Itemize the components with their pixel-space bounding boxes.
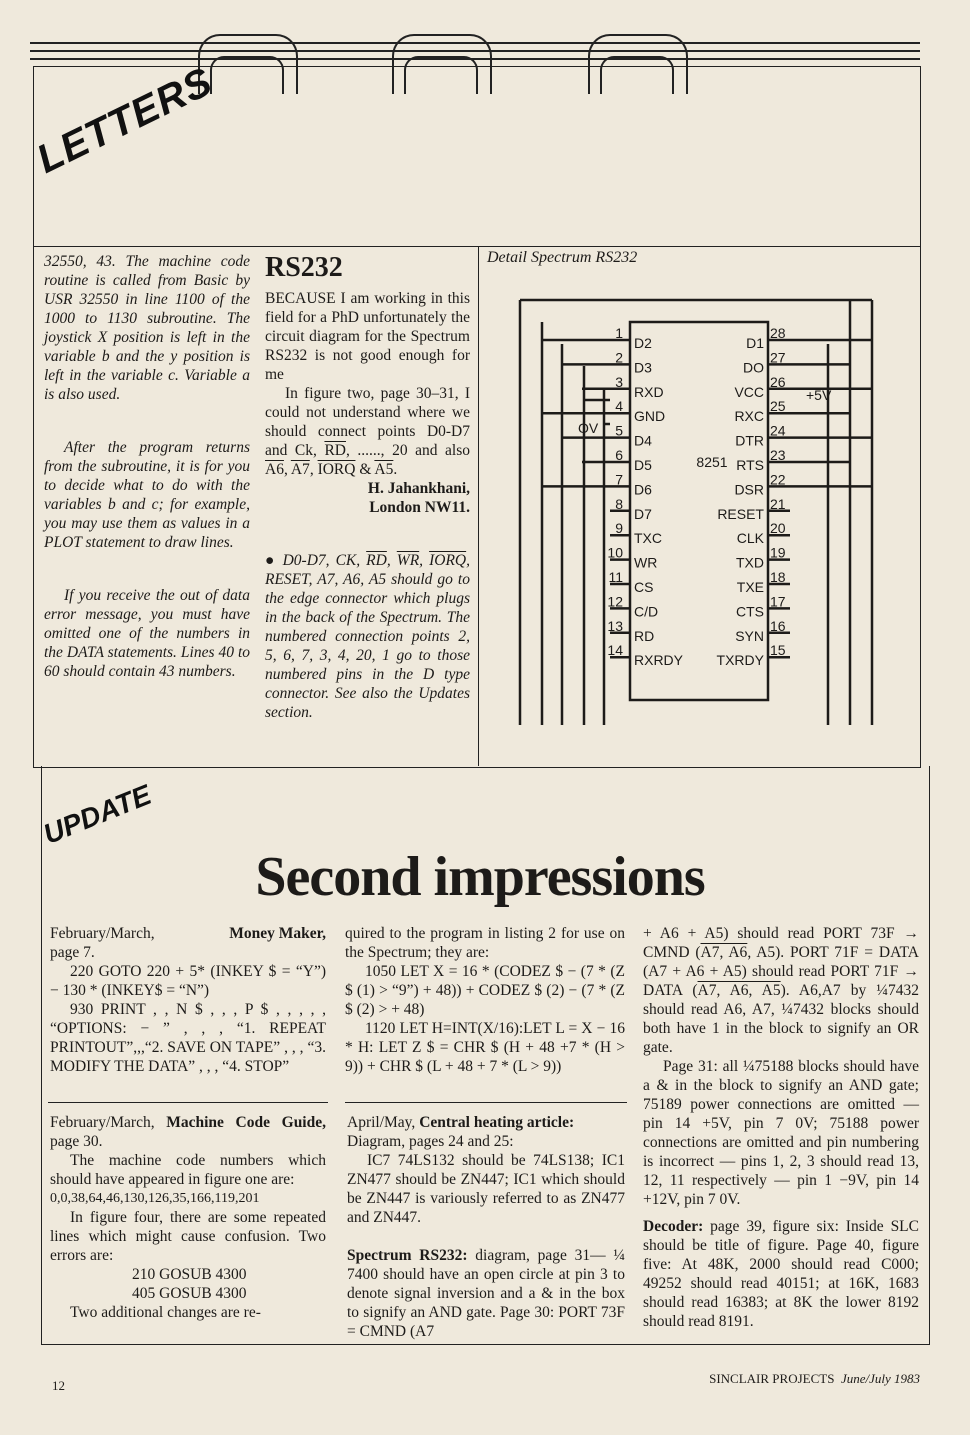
update-item-heading: February/March, Money Maker,: [50, 925, 326, 942]
update-colC: [643, 924, 919, 1331]
letter-paragraph: 32550, 43. The machine code routine is called from Basic by USR 32550 in line 1100 of the 1000 to 1130 subroutine. The joystick X position is left in the variable b and the y position is left in the variable c. Variable a is also used.: [44, 253, 250, 403]
pin-number: 8: [615, 495, 623, 512]
pin-number: 4: [615, 398, 623, 415]
pin-number: 1: [615, 325, 623, 341]
chip-pin-label: CS: [634, 579, 654, 595]
update-colA: [50, 924, 326, 1076]
editor-reply: ● D0-D7, CK, $\overline{RD}$, $\overline{WR}$, IORQ, RESET, A7, A6, A5 should go to the edge connector which plugs in the back of the Spectrum. The numbered connection points 2, 5, 6, 7, 3, 4, 20, 1 go to those numbered pins in the D type connector. See also the Updates section.: [265, 552, 471, 721]
pin-number: 10: [607, 544, 623, 561]
letters-col1: [44, 252, 250, 681]
chip-label: 8251: [696, 454, 728, 470]
chip-pin-label: D1: [746, 335, 764, 351]
chip-pin-label: RESET: [717, 505, 764, 522]
pin-number: 23: [770, 447, 786, 463]
chip-pin-label: D4: [634, 432, 652, 449]
update-colB: [345, 924, 625, 1076]
letters-logo: LETTERS: [30, 59, 220, 182]
pin-number: 7: [615, 471, 623, 488]
code-line: 1120 LET H=INT(X/16):LET L = X − 16 * H: LET Z $ = CHR $ (H + 48 +7 * (H > 9)) + CHR $ (L + 48 + 7 * (L > 9)): [345, 1020, 625, 1075]
pin-number: 18: [770, 569, 786, 585]
pin-number: 14: [607, 642, 623, 659]
chip-pin-label: D6: [634, 481, 652, 498]
chip-pin-label: CLK: [736, 530, 764, 547]
chip-pin-label: RD: [634, 627, 655, 644]
pin-number: 6: [615, 447, 623, 463]
item-divider: [48, 1102, 328, 1103]
update-paragraph: Page 31: all ¼75188 blocks should have a & in the block to signify an AND gate; 75189 power connections are omitted — pin 14 +5V, pin 7 0V; 75188 power connections are omitted and pin numbering is incorrect — pins 1, 2, 3 should read 13, 12, 11 respectively — pin 1 −9V, pin 14 +12V, pin 7 0V.: [643, 1058, 919, 1208]
pin-number: 13: [607, 617, 623, 634]
chip-pin-label: C/D: [634, 603, 659, 620]
letter-paragraph: After the program returns from the subroutine, it is for you to decide what to do with the variables b and c; for example, you may use them as values in a PLOT statement to draw lines.: [44, 439, 250, 551]
letter-author: H. Jahankhani,: [367, 480, 470, 497]
ov-label: OV: [578, 420, 599, 436]
letter-author-location: London NW11.: [369, 499, 470, 516]
update-paragraph: In figure four, there are some repeated lines which might cause confusion. Two errors are:: [50, 1209, 326, 1264]
pin-number: 21: [770, 495, 786, 512]
column-divider: [478, 246, 479, 766]
pin-number: 25: [770, 398, 786, 415]
update-box-left: [41, 766, 42, 1344]
code-line: 930 PRINT , , N $ , , , P $ , , , , , “OPTIONS: − ” , , , “1. REPEAT PRINTOUT”,,,“2. SAVE ON TAPE” , , , “3. MODIFY THE DATA” , , , “4. STOP”: [50, 1001, 326, 1075]
code-line: 210 GOSUB 4300: [132, 1266, 247, 1283]
letter-paragraph: If you receive the out of data error message, you must have omitted one of the numbers in the DATA statements. Lines 40 to 60 should contain 43 numbers.: [44, 587, 250, 680]
update-colB2: [347, 1113, 625, 1341]
update-item-heading: February/March, Machine Code Guide, page 30.: [50, 1114, 326, 1150]
update-item-heading: April/May, Central heating article:: [347, 1114, 575, 1131]
code-line: 220 GOTO 220 + 5* (INKEY $ = “Y”) − 130 * (INKEY$ = “N”): [50, 963, 326, 999]
chip-pin-label: RXC: [734, 408, 764, 425]
update-paragraph: Spectrum RS232: diagram, page 31— ¼ 7400 should have an open circle at pin 3 to denote signal inversion and a & in the box to signify an AND gate. Page 30: PORT 73F = CMND (A7: [347, 1247, 625, 1340]
chip-pin-label: TXE: [736, 579, 764, 595]
item-divider: [345, 1102, 627, 1103]
code-line: 405 GOSUB 4300: [132, 1285, 247, 1302]
pin-number: 9: [615, 520, 623, 537]
plus5-label: +5V: [806, 387, 832, 403]
update-paragraph: Two additional changes are re-: [70, 1304, 261, 1321]
pin-number: 15: [770, 642, 786, 659]
update-paragraph: Diagram, pages 24 and 25:: [347, 1133, 514, 1150]
pin-number: 11: [608, 569, 623, 585]
chip-pin-label: RXD: [634, 383, 664, 400]
chip-pin-label: DSR: [734, 481, 764, 498]
pin-number: 16: [770, 617, 786, 634]
pin-number: 26: [770, 373, 786, 390]
code-line: 1050 LET X = 16 * (CODEZ $ − (7 * (Z $ (1) > “9”) + 48)) + CODEZ $ (2) − (7 * (Z $ (2) > + 48): [345, 963, 625, 1018]
update-logo: UPDATE: [39, 778, 156, 850]
chip-pin-label: RXRDY: [634, 652, 684, 669]
chip-pin-label: TXD: [736, 554, 764, 571]
chip-pin-label: D3: [634, 359, 652, 376]
update-item-page: page 7.: [50, 944, 95, 961]
pin-number: 5: [615, 422, 623, 439]
chip-pin-label: D5: [634, 457, 652, 473]
diagram-title: Detail Spectrum RS232: [487, 249, 638, 266]
update-paragraph: Decoder: page 39, figure six: Inside SLC should be title of figure. Page 40, figure five: At 48K, 2000 should read C000; 49252 should read 40151; at 16K, 1683 should read 16383; at 8K the lower 8192 should read 8191.: [643, 1218, 919, 1330]
pin-number: 22: [770, 471, 786, 488]
chip-pin-label: D2: [634, 335, 652, 351]
pin-number: 3: [615, 373, 623, 390]
page-title: Second impressions: [255, 846, 705, 908]
chip-pin-label: TXRDY: [716, 652, 764, 669]
chip-pin-label: CTS: [736, 603, 764, 620]
chip-pin-label: VCC: [734, 383, 764, 400]
code-numbers: 0,0,38,64,46,130,126,35,166,119,201: [50, 1191, 260, 1206]
chip-pin-label: SYN: [735, 627, 764, 644]
update-box-bottom: [41, 1344, 930, 1345]
pin-number: 20: [770, 520, 786, 537]
rs232-letter: [265, 289, 470, 722]
pin-number: 17: [770, 593, 786, 610]
chip-pin-label: GND: [634, 408, 666, 425]
pin-number: 19: [770, 544, 786, 561]
chip-pin-label: WR: [634, 554, 658, 571]
letters-header-divider: [33, 246, 921, 247]
letter-paragraph: BECAUSE I am working in this field for a PhD unfortunately the circuit diagram for the Spectrum RS232 is not good enough for me: [265, 290, 470, 383]
update-paragraph: + A6 + A5) should read PORT 73F → CMND (A7, A6, A5). PORT 71F = DATA (A7 + A6 + A5) should read PORT 71F → DATA (A7, A6, A5). A6,A7 by ¼7432 should read A6, A7, ¼7432 blocks should both have 1 in the block to signify an OR gate.: [643, 925, 919, 1056]
update-paragraph: IC7 74LS132 should be 74LS138; IC1 ZN477 should be ZN447; IC1 which should be ZN447 is variously referred to as ZN477 and ZN447.: [347, 1152, 625, 1226]
update-paragraph: quired to the program in listing 2 for use on the Spectrum; they are:: [345, 925, 625, 961]
chip-pin-label: RTS: [736, 457, 764, 473]
pin-number: 12: [607, 593, 623, 610]
pin-number: 28: [770, 325, 786, 341]
chip-pin-label: D7: [634, 505, 652, 522]
rs232-heading: RS232: [265, 252, 343, 283]
pin-number: 27: [770, 349, 786, 366]
letter-paragraph: In figure two, page 30–31, I could not understand where we should connect points D0-D7 and Ck, $\overline{RD}$, ......, 20 and also A6, A7, IORQ & A5.: [265, 385, 470, 478]
pin-number: 24: [770, 422, 786, 439]
rs232-circuit-diagram: [480, 270, 900, 740]
chip-pin-label: DO: [743, 359, 764, 376]
update-paragraph: The machine code numbers which should have appeared in figure one are:: [50, 1152, 326, 1188]
page-number: 12: [52, 1378, 65, 1393]
chip-pin-label: DTR: [735, 432, 764, 449]
update-colA2: [50, 1113, 326, 1322]
pin-number: 2: [615, 349, 623, 366]
footer-masthead: SINCLAIR PROJECTS June/July 1983: [709, 1371, 920, 1386]
chip-pin-label: TXC: [634, 530, 662, 547]
update-box-right: [929, 766, 930, 1344]
